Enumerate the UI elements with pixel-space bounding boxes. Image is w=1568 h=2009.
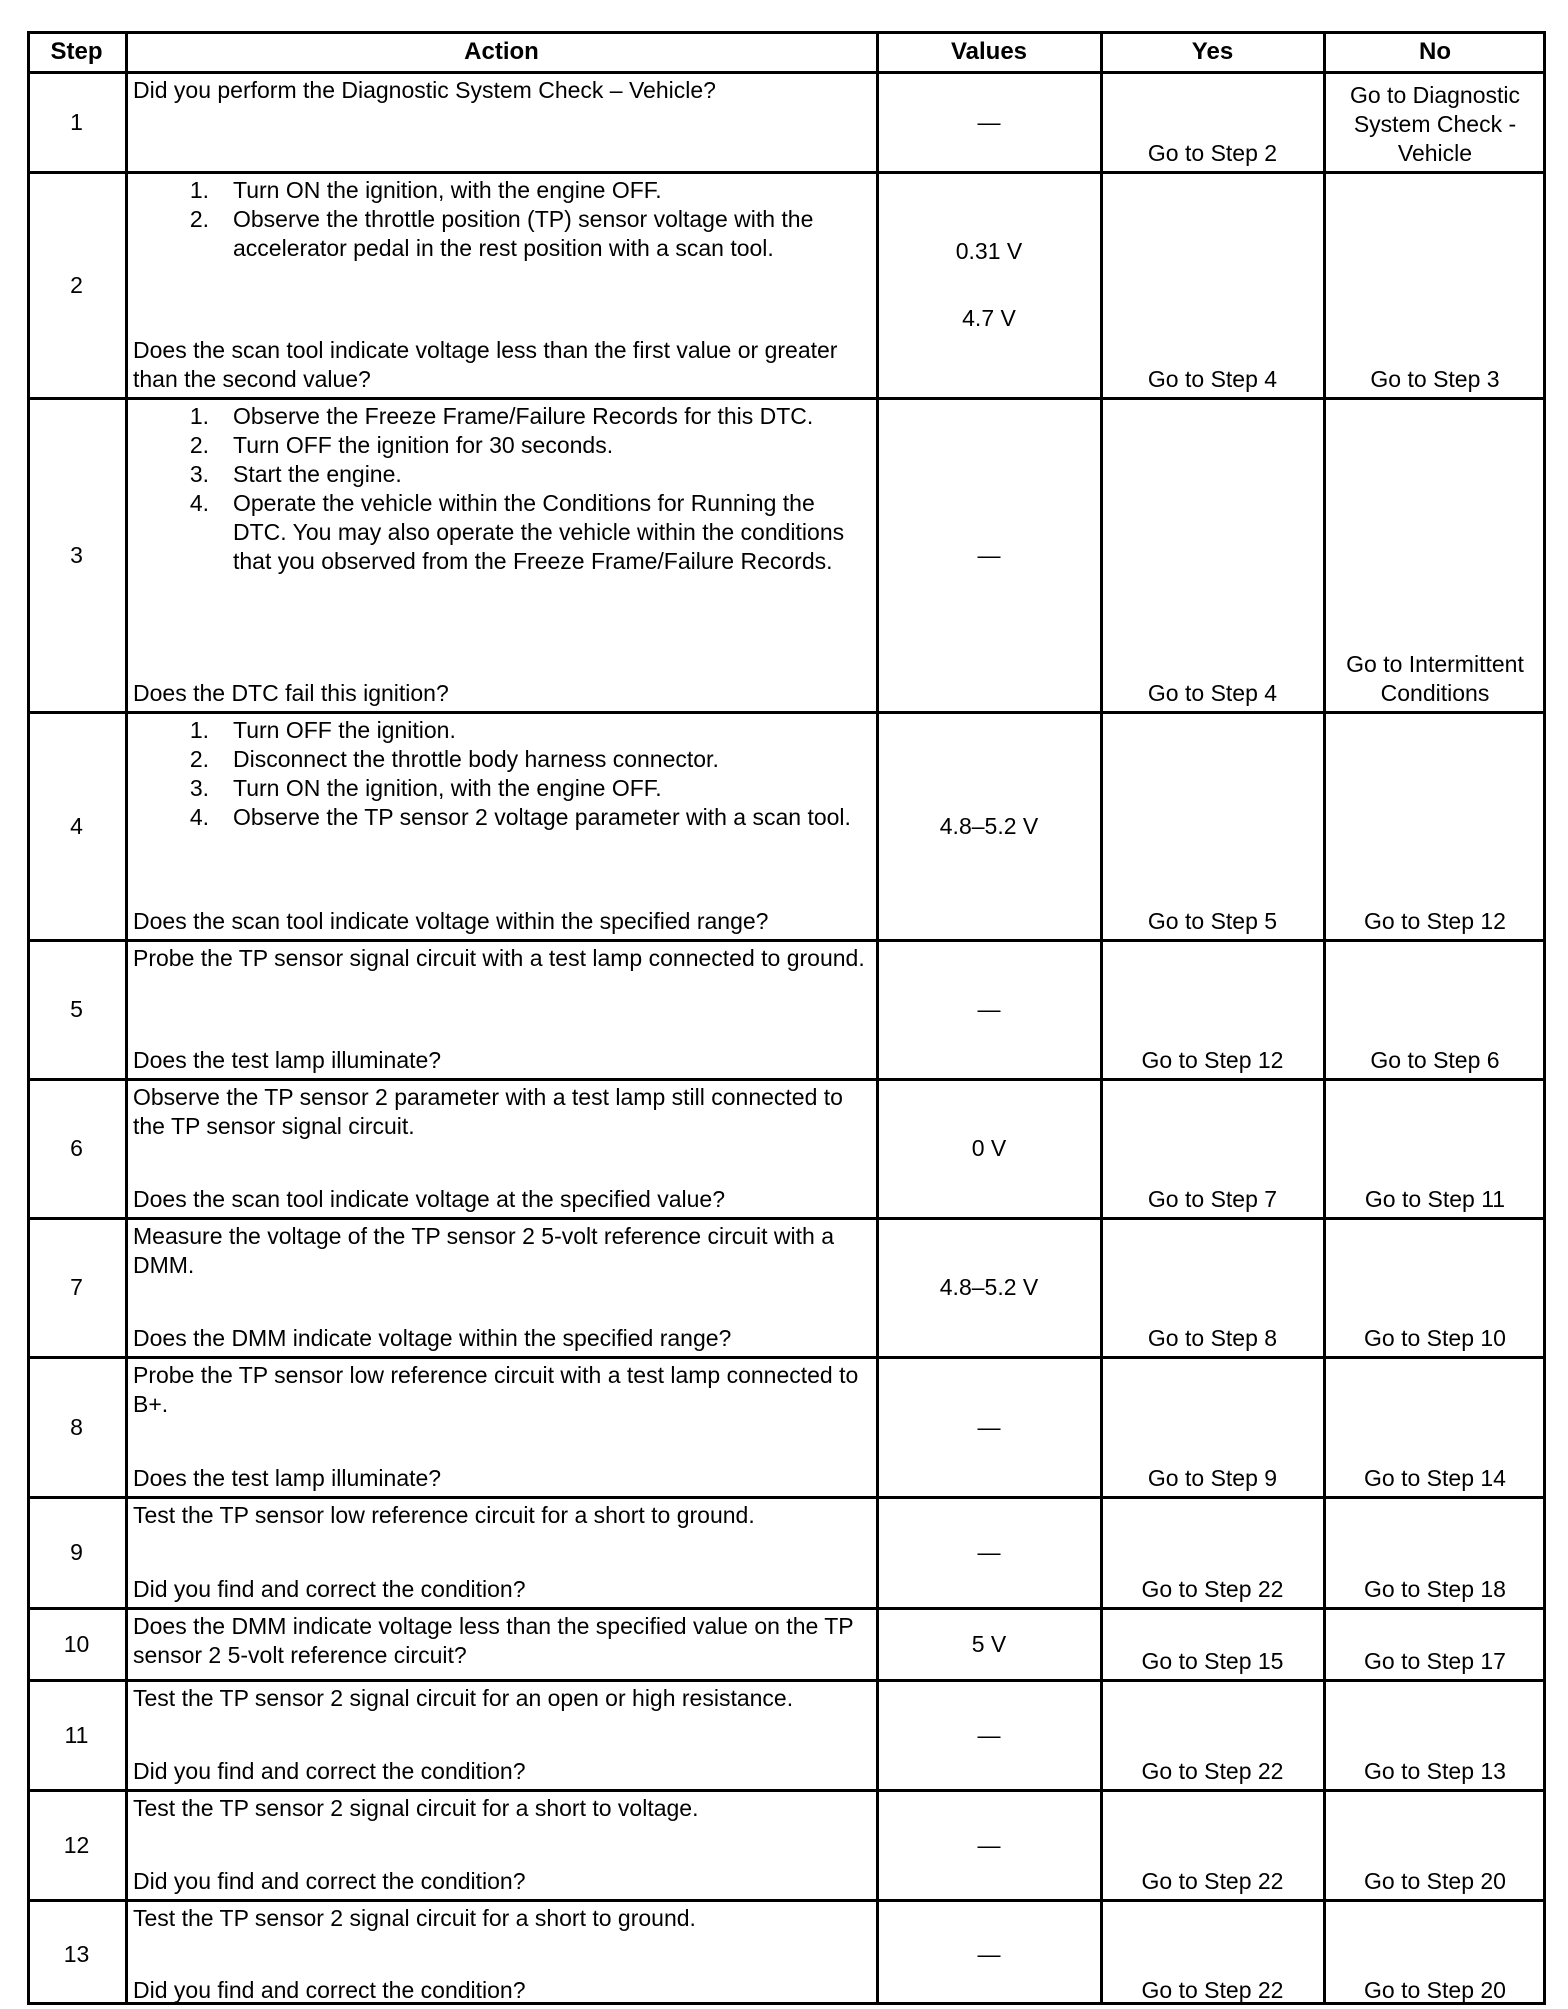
action-cell — [126, 1079, 877, 1218]
header-action: Action — [464, 38, 539, 65]
values-cell — [877, 172, 1101, 398]
procedure-item — [133, 176, 870, 205]
procedure-item — [133, 431, 870, 460]
action-text: Test the TP sensor low reference circuit for a short to ground. — [133, 1502, 755, 1528]
action-content — [133, 944, 870, 1075]
yes-cell: Go to Step 5 — [1147, 908, 1278, 934]
procedure-item-number: 4. — [189, 804, 209, 830]
no-cell: Go to Step 14 — [1364, 1465, 1506, 1491]
procedure-item-number: 1. — [189, 403, 209, 429]
action-cell — [126, 72, 877, 172]
action-cell — [126, 1680, 877, 1790]
values-cell — [877, 1218, 1101, 1357]
value-text: 5 V — [971, 1630, 1007, 1657]
action-text: Measure the voltage of the TP sensor 2 5-volt reference circuit with a DMM. — [133, 1223, 835, 1278]
action-instructions — [133, 1501, 870, 1530]
no-cell: Go to Step 3 — [1370, 366, 1500, 392]
value-text: 4.7 V — [962, 305, 1016, 331]
values-stack — [940, 1273, 1038, 1302]
action-instructions — [133, 1083, 870, 1141]
action-question: Does the scan tool indicate voltage less than the first value or greater than the second value? — [133, 337, 838, 392]
action-question: Does the scan tool indicate voltage within the specified range? — [133, 908, 769, 934]
values-stack — [978, 1721, 1001, 1750]
procedure-item — [133, 402, 870, 431]
values-stack — [940, 812, 1038, 841]
procedure-item-number: 2. — [189, 206, 209, 232]
procedure-item — [133, 774, 870, 803]
action-cell — [126, 1497, 877, 1608]
action-instructions — [133, 76, 870, 105]
values-cell — [877, 1497, 1101, 1608]
action-question: Did you find and correct the condition? — [133, 1977, 526, 2003]
action-instructions — [133, 1361, 870, 1419]
values-stack — [978, 1538, 1001, 1567]
procedure-item-text: Turn OFF the ignition for 30 seconds. — [233, 432, 614, 458]
action-content — [133, 716, 870, 936]
procedure-item-text: Observe the throttle position (TP) sensor voltage with the accelerator pedal in the rest position with a scan tool. — [233, 206, 814, 261]
yes-cell: Go to Step 15 — [1141, 1648, 1284, 1674]
values-cell — [877, 1357, 1101, 1497]
no-cell: Go to Step 12 — [1364, 908, 1506, 934]
no-cell: Go to Step 20 — [1364, 1977, 1506, 2003]
step-number: 10 — [63, 1630, 90, 1657]
value-text: — — [977, 541, 1001, 568]
procedure-item — [133, 205, 870, 263]
action-content — [133, 76, 870, 168]
value-text: — — [977, 1539, 1001, 1565]
action-cell — [126, 1790, 877, 1900]
step-number: 12 — [63, 1831, 90, 1858]
values-stack — [978, 995, 1001, 1024]
values-stack — [978, 1413, 1001, 1442]
action-instructions — [133, 1684, 870, 1713]
step-number: 3 — [70, 541, 83, 568]
action-content — [133, 402, 870, 708]
procedure-item-text: Turn OFF the ignition. — [233, 717, 456, 743]
no-cell: Go to Step 18 — [1364, 1576, 1506, 1602]
value-text: — — [977, 1413, 1001, 1440]
procedure-list — [133, 716, 870, 832]
yes-cell: Go to Step 9 — [1147, 1465, 1278, 1491]
action-question: Does the DTC fail this ignition? — [133, 680, 449, 706]
yes-cell: Go to Step 12 — [1141, 1047, 1284, 1073]
step-number: 9 — [70, 1539, 83, 1565]
value-text: 0 V — [971, 1135, 1007, 1161]
action-content — [133, 1501, 870, 1604]
procedure-item-text: Operate the vehicle within the Conditions for Running the DTC. You may also operate the vehicle within the conditions that you observed from the Freeze Frame/Failure Records. — [233, 490, 845, 574]
procedure-item — [133, 716, 870, 745]
procedure-item-text: Turn ON the ignition, with the engine OFF. — [233, 775, 662, 801]
action-text: Test the TP sensor 2 signal circuit for an open or high resistance. — [133, 1685, 794, 1711]
action-text: Test the TP sensor 2 signal circuit for a short to voltage. — [133, 1795, 699, 1821]
step-number: 2 — [70, 271, 83, 298]
step-number: 8 — [70, 1413, 83, 1440]
value-text: — — [977, 996, 1001, 1022]
value-text: 4.8–5.2 V — [939, 1274, 1039, 1300]
yes-cell: Go to Step 22 — [1141, 1758, 1284, 1784]
values-cell — [877, 1900, 1101, 2009]
values-cell — [877, 940, 1101, 1079]
procedure-item — [133, 460, 870, 489]
action-cell — [126, 940, 877, 1079]
action-content — [133, 1684, 870, 1786]
action-instructions — [133, 176, 870, 263]
action-instructions — [133, 1794, 870, 1823]
procedure-item-number: 2. — [189, 432, 209, 458]
step-number: 4 — [70, 812, 83, 839]
procedure-list — [133, 402, 870, 576]
procedure-item-number: 3. — [189, 775, 209, 801]
values-stack — [972, 1134, 1007, 1163]
action-text: Probe the TP sensor low reference circuit with a test lamp connected to B+. — [133, 1362, 859, 1417]
yes-cell: Go to Step 22 — [1141, 1977, 1284, 2003]
action-text: Does the DMM indicate voltage less than the specified value on the TP sensor 2 5-volt reference circuit? — [133, 1613, 854, 1668]
action-question: Does the scan tool indicate voltage at the specified value? — [133, 1186, 725, 1212]
yes-cell: Go to Step 22 — [1141, 1576, 1284, 1602]
value-text: 0.31 V — [955, 238, 1023, 264]
step-number: 13 — [63, 1941, 90, 1967]
step-number: 11 — [64, 1721, 89, 1748]
procedure-item-number: 2. — [189, 746, 209, 772]
action-content — [133, 1612, 870, 1676]
action-question: Does the test lamp illuminate? — [133, 1465, 442, 1491]
yes-cell: Go to Step 22 — [1141, 1868, 1284, 1894]
action-cell — [126, 398, 877, 712]
action-instructions — [133, 944, 870, 973]
procedure-item-text: Observe the Freeze Frame/Failure Records for this DTC. — [233, 403, 814, 429]
action-instructions — [133, 1612, 870, 1670]
values-stack — [956, 237, 1023, 333]
values-cell — [877, 72, 1101, 172]
action-instructions — [133, 402, 870, 576]
header-values: Values — [950, 38, 1028, 65]
procedure-list — [133, 176, 870, 263]
procedure-item-text: Observe the TP sensor 2 voltage parameter with a scan tool. — [233, 804, 851, 830]
action-text: Did you perform the Diagnostic System Check – Vehicle? — [133, 77, 716, 103]
values-stack — [978, 108, 1001, 137]
values-cell — [877, 1680, 1101, 1790]
action-content — [133, 1794, 870, 1896]
action-text: Probe the TP sensor signal circuit with a test lamp connected to ground. — [133, 945, 865, 971]
no-cell: Go to Step 11 — [1364, 1186, 1506, 1212]
procedure-item-text: Start the engine. — [233, 461, 402, 487]
values-cell — [877, 712, 1101, 940]
step-number: 7 — [70, 1274, 83, 1300]
no-cell: Go to Step 20 — [1364, 1868, 1506, 1894]
action-question: Did you find and correct the condition? — [133, 1758, 526, 1784]
procedure-item-number: 4. — [189, 490, 209, 516]
action-content — [133, 1083, 870, 1214]
action-content — [133, 1904, 870, 2005]
values-cell — [877, 1608, 1101, 1680]
no-cell: Go to Step 10 — [1364, 1325, 1506, 1351]
values-stack — [978, 1940, 1001, 1969]
no-cell: Go to Step 17 — [1364, 1648, 1506, 1674]
yes-cell: Go to Step 4 — [1147, 366, 1278, 392]
values-stack — [978, 1831, 1001, 1860]
procedure-item — [133, 489, 870, 576]
yes-cell: Go to Step 2 — [1147, 140, 1278, 166]
value-text: — — [977, 1831, 1001, 1858]
action-question: Does the test lamp illuminate? — [133, 1047, 442, 1073]
step-number: 6 — [70, 1135, 83, 1161]
yes-cell: Go to Step 7 — [1147, 1186, 1278, 1212]
action-question: Does the DMM indicate voltage within the specified range? — [133, 1325, 732, 1351]
action-cell — [126, 172, 877, 398]
action-cell — [126, 1357, 877, 1497]
action-question: Did you find and correct the condition? — [133, 1868, 526, 1894]
values-cell — [877, 398, 1101, 712]
no-cell: Go to Intermittent Conditions — [1346, 651, 1524, 706]
procedure-item-number: 1. — [189, 177, 209, 203]
value-text: 4.8–5.2 V — [939, 812, 1039, 839]
values-cell — [877, 1790, 1101, 1900]
procedure-item — [133, 803, 870, 832]
action-text: Observe the TP sensor 2 parameter with a test lamp still connected to the TP sensor signal circuit. — [133, 1084, 843, 1139]
action-content — [133, 176, 870, 394]
step-number: 1 — [70, 108, 83, 135]
yes-cell: Go to Step 8 — [1147, 1325, 1278, 1351]
header-step: Step — [50, 38, 103, 65]
value-text: — — [977, 1941, 1001, 1967]
action-question: Did you find and correct the condition? — [133, 1576, 526, 1602]
header-no: No — [1419, 38, 1451, 65]
procedure-item-number: 1. — [189, 717, 209, 743]
action-instructions — [133, 716, 870, 832]
values-stack — [972, 1630, 1007, 1659]
action-instructions — [133, 1904, 870, 1933]
values-cell — [877, 1079, 1101, 1218]
procedure-item — [133, 745, 870, 774]
action-cell — [126, 712, 877, 940]
step-number: 5 — [70, 996, 83, 1022]
action-content — [133, 1222, 870, 1353]
action-content — [133, 1361, 870, 1493]
procedure-item-text: Turn ON the ignition, with the engine OFF. — [233, 177, 662, 203]
action-text: Test the TP sensor 2 signal circuit for a short to ground. — [133, 1905, 696, 1931]
no-cell: Go to Diagnostic System Check - Vehicle — [1349, 82, 1521, 166]
yes-cell: Go to Step 4 — [1147, 680, 1278, 706]
procedure-item-text: Disconnect the throttle body harness connector. — [233, 746, 719, 772]
action-cell — [126, 1900, 877, 2009]
values-stack — [978, 541, 1001, 570]
action-instructions — [133, 1222, 870, 1280]
no-cell: Go to Step 6 — [1370, 1047, 1500, 1073]
value-text: — — [977, 108, 1001, 135]
procedure-item-number: 3. — [189, 461, 209, 487]
header-yes: Yes — [1191, 38, 1234, 65]
action-cell — [126, 1608, 877, 1680]
action-cell — [126, 1218, 877, 1357]
value-text: — — [977, 1721, 1001, 1748]
no-cell: Go to Step 13 — [1364, 1758, 1506, 1784]
